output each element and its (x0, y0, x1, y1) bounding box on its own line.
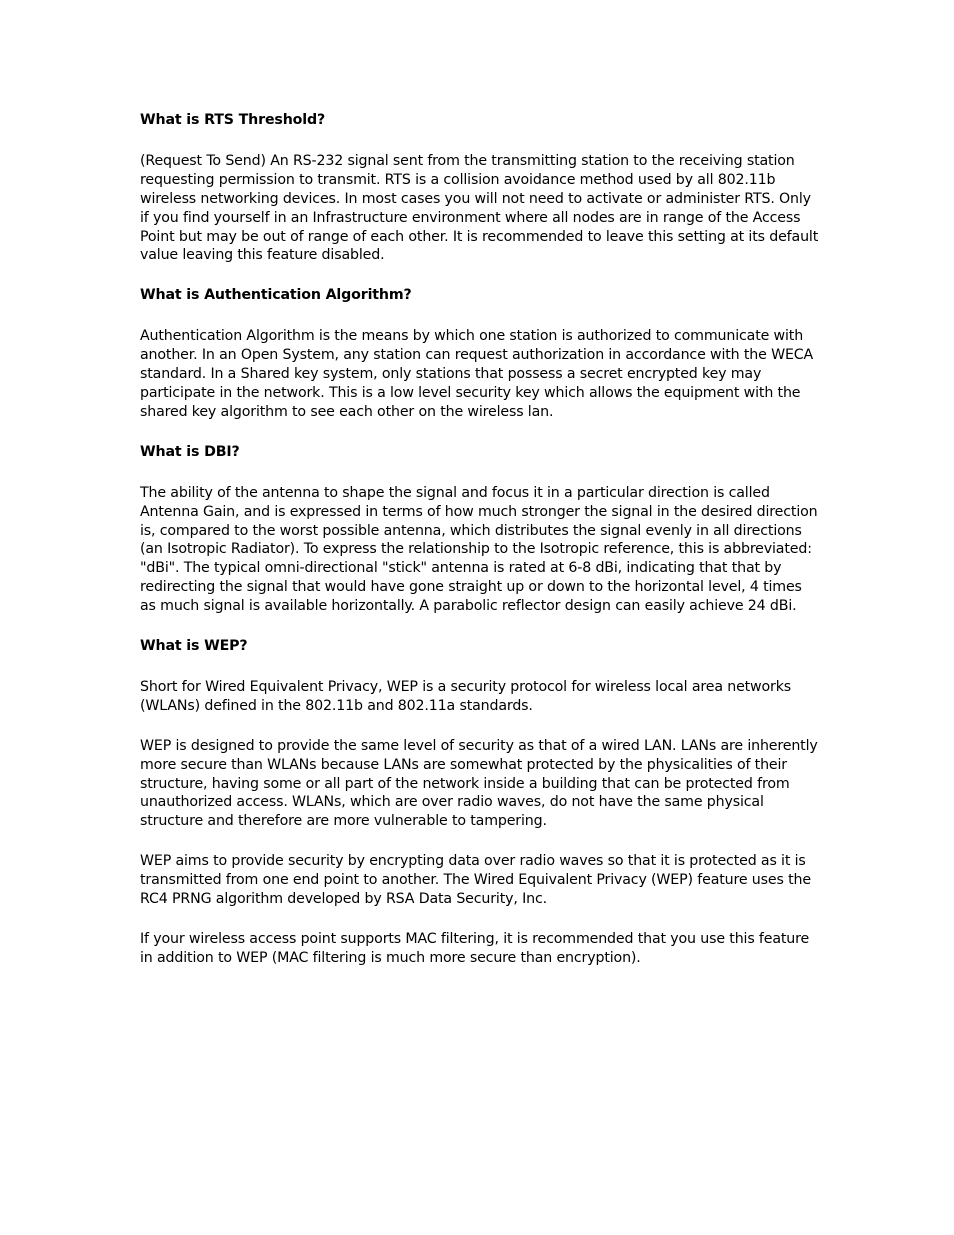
section-paragraph: (Request To Send) An RS-232 signal sent from the transmitting station to the receiving station requesting permission to transmit. RTS is a collision avoidance method used by all 802.11b wireless networking devices. In most cases you will not need to activate or administer RTS. Only if you find yourself in an Infrastructure environment where all nodes are in range of the Access Point but may be out of range of each other. It is recommended to leave this setting at its default value leaving this feature disabled. (140, 152, 819, 264)
section-paragraph: WEP is designed to provide the same level of security as that of a wired LAN. LANs are inherently more secure than WLANs because LANs are somewhat protected by the physicalities of their structure, having some or all part of the network inside a building that can be protected from unauthorized access. WLANs, which are over radio waves, do not have the same physical structure and therefore are more vulnerable to tampering. (140, 737, 818, 830)
section-dbi (140, 443, 820, 616)
section-paragraph: Authentication Algorithm is the means by which one station is authorized to communicate with another. In an Open System, any station can request authorization in accordance with the WECA standard. In a Shared key system, only stations that possess a secret encrypted key may participate in the network. This is a low level security key which allows the equipment with the shared key algorithm to see each other on the wireless lan. (140, 328, 814, 420)
section-heading: What is RTS Threshold? (140, 112, 326, 128)
document-page (140, 111, 820, 989)
section-paragraph: Short for Wired Equivalent Privacy, WEP is a security protocol for wireless local area networks (WLANs) defined in the 802.11b and 802.11a standards. (140, 678, 792, 714)
section-paragraph: If your wireless access point supports MAC filtering, it is recommended that you use this feature in addition to WEP (MAC filtering is much more secure than encryption). (140, 931, 810, 966)
section-authentication-algorithm (140, 286, 820, 421)
section-heading: What is Authentication Algorithm? (140, 287, 412, 304)
section-rts-threshold (140, 111, 820, 265)
section-heading: What is DBI? (140, 443, 240, 460)
section-paragraph: WEP aims to provide security by encrypting data over radio waves so that it is protected as it is transmitted from one end point to another. The Wired Equivalent Privacy (WEP) feature uses the RC4 PRNG algorithm developed by RSA Data Security, Inc. (140, 853, 811, 908)
section-wep (140, 637, 820, 968)
section-paragraph: The ability of the antenna to shape the signal and focus it in a particular direction is called Antenna Gain, and is expressed in terms of how much stronger the signal in the desired direction is, compared to the worst possible antenna, which distributes the signal evenly in all directions (an Isotropic Radiator). To express the relationship to the Isotropic reference, this is abbreviated: "dBi". The typical omni-directional "stick" antenna is rated at 6-8 dBi, indicating that that by redirecting the signal that would have gone straight up or down to the horizontal level, 4 times as much signal is available horizontally. A parabolic reflector design can easily achieve 24 dBi. (140, 484, 818, 615)
section-heading: What is WEP? (140, 638, 248, 655)
